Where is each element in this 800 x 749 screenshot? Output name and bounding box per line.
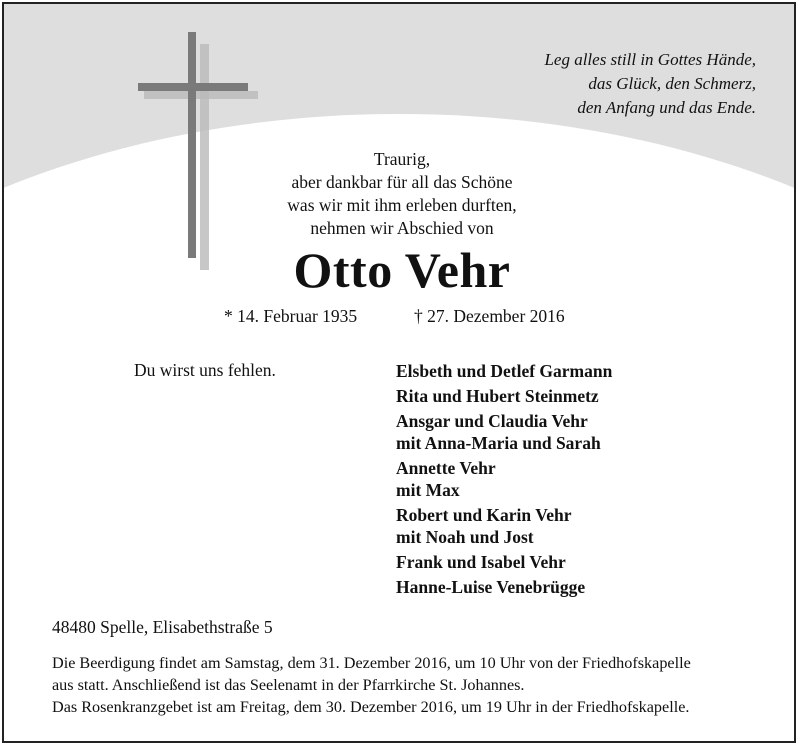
mourner-line: Robert und Karin Vehr: [396, 505, 572, 525]
birth-date: * 14. Februar 1935: [224, 306, 358, 326]
intro-line: Traurig,: [373, 149, 431, 169]
farewell-text: Du wirst uns fehlen.: [134, 360, 276, 380]
mourner-entry: [396, 504, 756, 548]
mourner-line: Hanne-Luise Venebrügge: [396, 577, 586, 597]
mourner-line: Frank und Isabel Vehr: [396, 552, 566, 572]
mourner-entry: [396, 457, 756, 501]
funeral-text-line: aus statt. Anschließend ist das Seelenamt in der Pfarrkirche St. Johannes.: [52, 676, 525, 694]
mourner-line: mit Noah und Jost: [396, 527, 534, 547]
mourner-line: mit Max: [396, 480, 460, 500]
mourner-line: Elsbeth und Detlef Garmann: [396, 361, 613, 381]
mourner-line: mit Anna-Maria und Sarah: [396, 433, 601, 453]
mourners-list: [396, 360, 756, 601]
mourner-line: Annette Vehr: [396, 458, 496, 478]
intro-line: aber dankbar für all das Schöne: [291, 172, 513, 192]
intro-text: [202, 148, 602, 240]
intro-line: was wir mit ihm erleben durften,: [287, 195, 517, 215]
quote-line: das Glück, den Schmerz,: [588, 74, 756, 93]
mourner-entry: [396, 551, 756, 573]
funeral-text-line: Die Beerdigung findet am Samstag, dem 31. Dezember 2016, um 10 Uhr von der Friedhofskapelle: [52, 654, 691, 672]
mourner-entry: [396, 576, 756, 598]
mourner-line: Rita und Hubert Steinmetz: [396, 386, 599, 406]
funeral-notice: [52, 652, 772, 718]
quote-line: den Anfang und das Ende.: [577, 98, 756, 117]
obituary-card: [2, 2, 796, 743]
mourner-entry: [396, 385, 756, 407]
rosary-text: Das Rosenkranzgebet ist am Freitag, dem 30. Dezember 2016, um 19 Uhr in der Friedhofskapelle.: [52, 698, 690, 716]
mourner-line: Ansgar und Claudia Vehr: [396, 411, 588, 431]
death-date: † 27. Dezember 2016: [414, 306, 565, 326]
deceased-name: Otto Vehr: [293, 242, 511, 298]
family-address: 48480 Spelle, Elisabethstraße 5: [52, 617, 273, 637]
intro-line: nehmen wir Abschied von: [310, 218, 494, 238]
bible-quote: [444, 48, 756, 120]
quote-line: Leg alles still in Gottes Hände,: [544, 50, 756, 69]
mourner-entry: [396, 410, 756, 454]
mourner-entry: [396, 360, 756, 382]
